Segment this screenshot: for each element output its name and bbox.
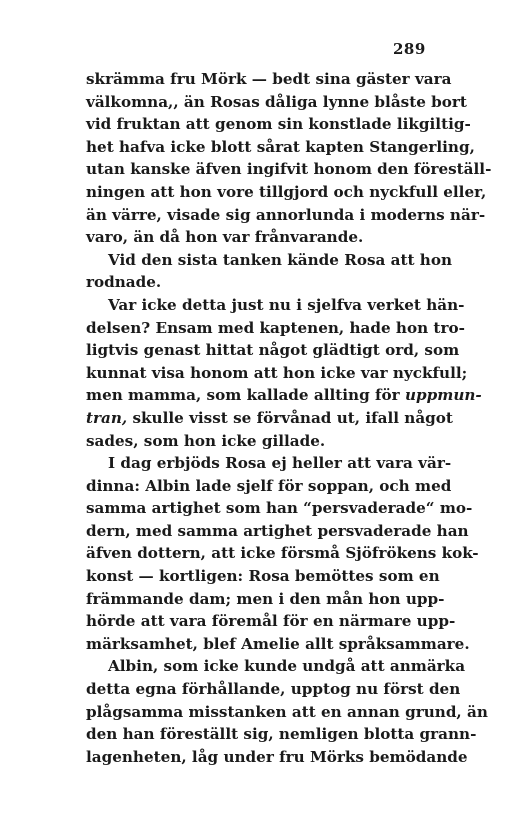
text-line xyxy=(86,384,482,407)
line-text: vid fruktan att genom sin konstlade likgiltig- xyxy=(86,115,471,134)
line-text: ningen att hon vore tillgjord och nyckfull eller, xyxy=(86,182,487,201)
line-text: lagenheten, låg under fru Mörks bemödande xyxy=(86,747,468,766)
text-line xyxy=(86,497,473,520)
line-text: än värre, visade sig annorlunda i moderns när- xyxy=(86,205,486,224)
text-line xyxy=(86,610,456,633)
line-text: Albin, som icke kunde undgå att anmärka xyxy=(108,657,466,676)
italic-word: tran, xyxy=(86,408,128,427)
text-line xyxy=(86,633,470,656)
text-line xyxy=(86,271,431,294)
text-line xyxy=(86,520,469,543)
text-line xyxy=(86,339,460,362)
text-line xyxy=(86,723,477,746)
text-line xyxy=(86,362,468,385)
line-text: dinna: Albin lade sjelf för soppan, och med xyxy=(86,476,452,495)
text-line xyxy=(86,113,471,136)
text-line xyxy=(86,136,475,159)
page-number: 289 xyxy=(393,40,426,58)
text-line xyxy=(86,655,466,678)
text-line xyxy=(86,204,486,227)
line-text: skrämma fru Mörk — bedt sina gäster vara xyxy=(86,70,452,88)
line-text: kunnat visa honom att hon icke var nyckfull; xyxy=(86,363,468,382)
text-line xyxy=(86,407,453,430)
line-text: märksamhet, blef Amelie allt språksammare. xyxy=(86,634,470,653)
text-line xyxy=(86,430,431,453)
line-text: I dag erbjöds Rosa ej heller att vara vär- xyxy=(108,454,452,473)
text-line xyxy=(86,746,468,769)
text-line xyxy=(86,678,461,701)
text-line xyxy=(86,226,431,249)
line-text: äfven dottern, att icke försmå Sjöfrökens kok- xyxy=(86,544,479,563)
italic-word: uppmun- xyxy=(404,386,482,405)
line-text: rodnade. xyxy=(86,273,162,292)
body-text xyxy=(86,68,492,768)
line-text: ligtvis genast hittat något glädtigt ord, som xyxy=(86,341,460,360)
line-text: främmande dam; men i den mån hon upp- xyxy=(86,589,445,608)
line-text: varo, än då hon var frånvarande. xyxy=(86,228,364,247)
line-text: dern, med samma artighet persvaderade han xyxy=(86,521,469,540)
text-line xyxy=(86,249,453,272)
text-line xyxy=(86,588,445,611)
line-text: delsen? Ensam med kaptenen, hade hon tro- xyxy=(86,318,465,337)
text-line xyxy=(86,91,467,114)
line-text: sades, som hon icke gillade. xyxy=(86,431,326,450)
line-text: plågsamma misstanken att en annan grund, än xyxy=(86,702,488,721)
line-text: men mamma, som kallade allting för xyxy=(86,386,400,405)
line-text: Var icke detta just nu i sjelfva verket hän- xyxy=(108,295,465,314)
text-line xyxy=(86,542,479,565)
text-line xyxy=(86,317,465,340)
text-line xyxy=(86,565,440,588)
line-text: het hafva icke blott sårat kapten Stangerling, xyxy=(86,137,475,156)
text-line xyxy=(86,181,487,204)
line-text: den han föreställt sig, nemligen blotta grann- xyxy=(86,725,477,744)
line-text: utan kanske äfven ingifvit honom den föreställ- xyxy=(86,160,492,179)
text-line xyxy=(86,158,492,181)
line-text: konst — kortligen: Rosa bemöttes som en xyxy=(86,567,440,586)
text-line xyxy=(86,294,465,317)
line-text: samma artighet som han “persvaderade“ mo- xyxy=(86,499,473,518)
line-text: hörde att vara föremål för en närmare upp- xyxy=(86,612,456,631)
line-text: detta egna förhållande, upptog nu först den xyxy=(86,680,461,699)
line-text: Vid den sista tanken kände Rosa att hon xyxy=(108,250,453,269)
text-line xyxy=(86,701,488,724)
line-text: skulle visst se förvånad ut, ifall något xyxy=(127,408,453,427)
text-line xyxy=(86,475,452,498)
text-line xyxy=(86,68,452,91)
line-text: välkomna,, än Rosas dåliga lynne blåste bort xyxy=(86,92,467,111)
text-line xyxy=(86,452,452,475)
